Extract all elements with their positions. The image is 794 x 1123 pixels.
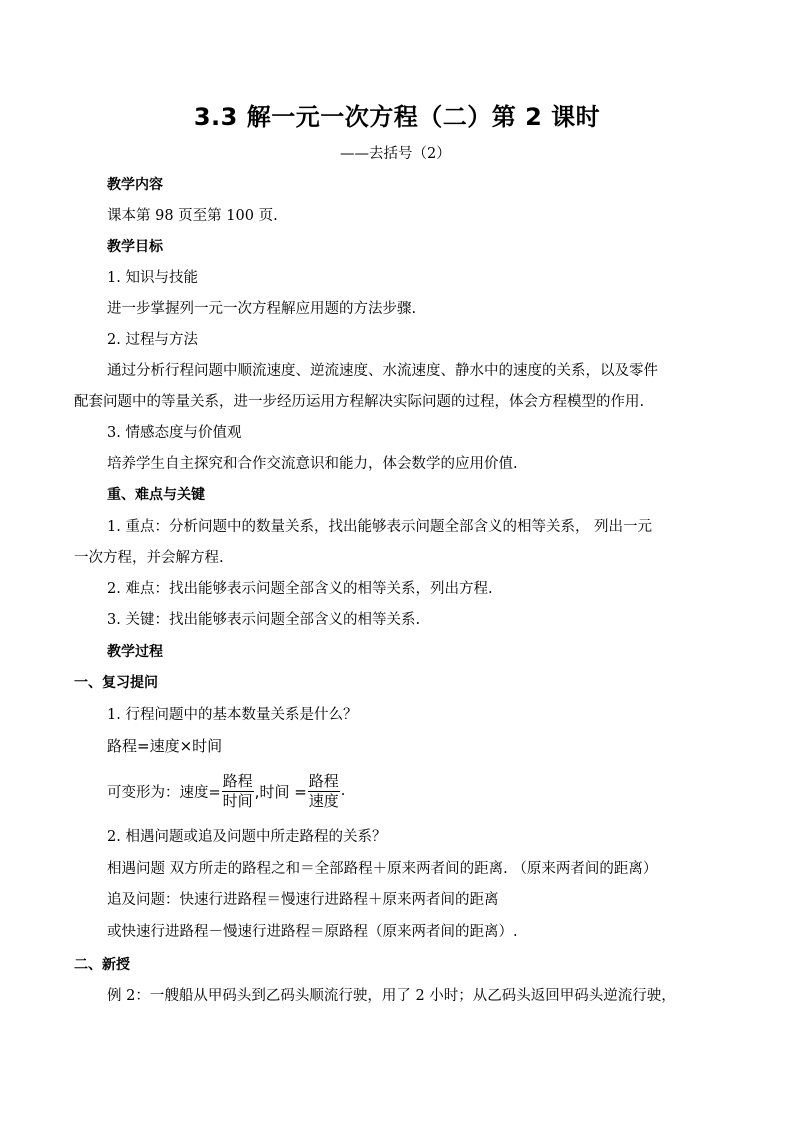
heading-teaching-content: 教学内容: [107, 177, 163, 193]
goal-3-text: 培养学生自主探究和合作交流意识和能力，体会数学的应用价值.: [107, 456, 518, 472]
key-point-2: 2. 难点：找出能够表示问题全部含义的相等关系，列出方程.: [107, 581, 493, 597]
teaching-content-text: 课本第 98 页至第 100 页.: [107, 208, 278, 224]
goal-1-label: 1. 知识与技能: [107, 270, 198, 286]
goal-2-text-line2: 配套问题中的等量关系，进一步经历运用方程解决实际问题的过程，体会方程模型的作用.: [74, 394, 645, 410]
page-subtitle: ——去括号（2）: [340, 146, 451, 162]
heading-teaching-goals: 教学目标: [107, 239, 163, 255]
example-2-text: 例 2：一艘船从甲码头到乙码头顺流行驶，用了 2 小时；从乙码头返回甲码头逆流行驶，: [107, 988, 676, 1004]
formula-suffix: .: [340, 783, 346, 799]
goal-2-label: 2. 过程与方法: [107, 332, 198, 348]
formula-prefix: 可变形为：速度=: [107, 784, 221, 801]
review-question-1: 1. 行程问题中的基本数量关系是什么？: [107, 707, 358, 723]
fraction-speed-numerator: 路程: [222, 771, 253, 790]
key-point-1-line1: 1. 重点：分析问题中的数量关系，找出能够表示问题全部含义的相等关系， 列出一元: [107, 519, 653, 535]
heading-key-points: 重、难点与关键: [107, 487, 205, 503]
heading-new-lesson: 二、新授: [74, 957, 130, 973]
key-point-1-line2: 一次方程，并会解方程.: [74, 550, 224, 566]
page-title: 3.3 解一元一次方程（二）第 2 课时: [193, 103, 601, 131]
fraction-time: [308, 772, 340, 811]
chasing-problem-relation-alt: 或快速行进路程－慢速行进路程＝原路程（原来两者间的距离）.: [107, 924, 518, 940]
chasing-problem-relation: 追及问题：快速行进路程＝慢速行进路程＋原来两者间的距离: [107, 892, 499, 908]
goal-2-text-line1: 通过分析行程问题中顺流速度、逆流速度、水流速度、静水中的速度的关系，以及零件: [107, 363, 658, 379]
fraction-time-numerator: 路程: [308, 771, 339, 790]
goal-3-label: 3. 情感态度与价值观: [107, 425, 242, 441]
goal-1-text: 进一步掌握列一元一次方程解应用题的方法步骤.: [107, 301, 417, 317]
speed-time-formula: [107, 769, 345, 813]
fraction-speed-denominator: 时间: [222, 791, 253, 810]
fraction-speed: [222, 772, 254, 811]
formula-middle: ,时间 =: [254, 782, 307, 801]
fraction-time-denominator: 速度: [308, 791, 339, 810]
meeting-problem-relation: 相遇问题 双方所走的路程之和＝全部路程＋原来两者间的距离. （原来两者间的距离）: [107, 861, 658, 877]
key-point-3: 3. 关键：找出能够表示问题全部含义的相等关系.: [107, 612, 421, 628]
heading-review: 一、复习提问: [74, 675, 158, 691]
heading-teaching-process: 教学过程: [107, 644, 163, 660]
review-question-2: 2. 相遇问题或追及问题中所走路程的关系？: [107, 829, 387, 845]
review-answer-1: 路程=速度×时间: [107, 737, 223, 755]
